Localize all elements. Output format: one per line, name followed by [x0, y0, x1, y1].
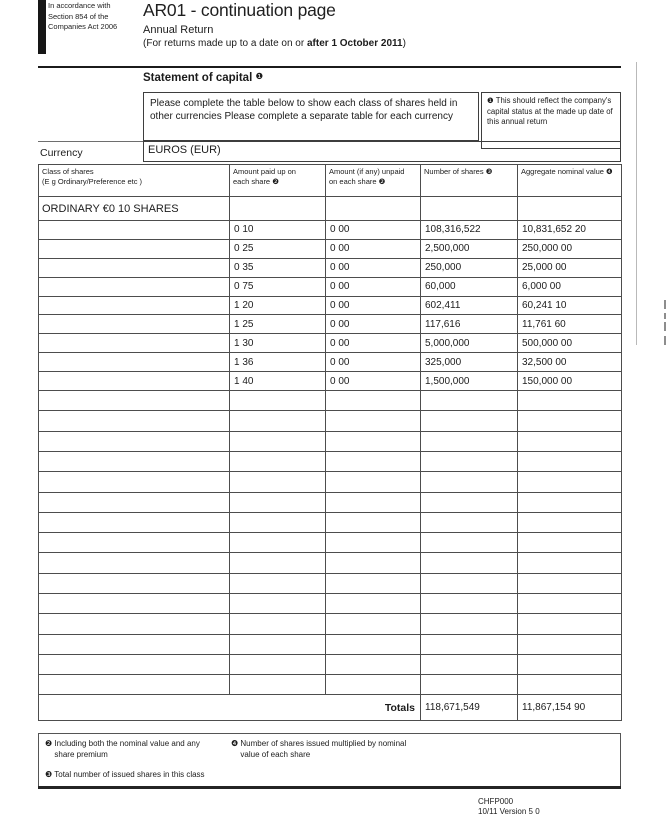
footnote-3-text: Total number of issued shares in this class: [54, 770, 205, 779]
footnote-3: [45, 770, 265, 781]
empty-row: [39, 654, 622, 674]
cell-paid: 0 75: [230, 277, 326, 296]
cell-empty: [230, 573, 326, 593]
cell-empty: [421, 614, 518, 634]
date-note-prefix: (For returns made up to a date on or: [143, 38, 307, 49]
cell-empty: [518, 614, 622, 634]
totals-row: [39, 695, 622, 721]
cell-empty: [39, 472, 230, 492]
currency-label: Currency: [40, 147, 83, 159]
cell-empty: [326, 593, 421, 613]
cell-empty: [230, 512, 326, 532]
act-reference: [48, 1, 148, 33]
cell-unpaid: 0 00: [326, 315, 421, 334]
cell-class-empty: [39, 372, 230, 391]
footer-form-code: CHFP000: [478, 797, 514, 806]
cell-empty: [518, 634, 622, 654]
value-row: [39, 221, 622, 240]
cell-empty: [39, 391, 230, 411]
cell-empty: [421, 573, 518, 593]
cell-empty: [230, 614, 326, 634]
scan-artifact-dash: [664, 336, 666, 345]
instruction-box: [143, 92, 479, 141]
footnote-2: [45, 739, 225, 760]
cell-empty: [518, 573, 622, 593]
cell-paid: 1 20: [230, 296, 326, 315]
cell-aggregate: 10,831,652 20: [518, 221, 622, 240]
note-marker-3-icon: ❸: [45, 770, 53, 779]
cell-class-empty: [39, 296, 230, 315]
registration-mark: [38, 0, 46, 54]
totals-aggregate-nominal-value: 11,867,154 90: [518, 695, 622, 721]
cell-empty: [518, 593, 622, 613]
note-marker-4-icon: ❹: [231, 739, 239, 748]
cell-empty: [39, 533, 230, 553]
cell-empty: [326, 654, 421, 674]
cell-empty: [421, 675, 518, 695]
value-row: [39, 334, 622, 353]
bottom-rule: [38, 786, 621, 789]
instruction-text: Please complete the table below to show each class of shares held in other currencies Please complete a separate table for each currency: [150, 98, 458, 122]
cell-paid: 1 30: [230, 334, 326, 353]
cell-paid: 0 35: [230, 258, 326, 277]
cell-paid: 0 25: [230, 239, 326, 258]
cell-empty: [326, 492, 421, 512]
cell-class-empty: [39, 258, 230, 277]
cell-empty: [421, 391, 518, 411]
scan-artifact-dash: [664, 300, 666, 309]
cell-empty: [326, 614, 421, 634]
cell-empty: [518, 533, 622, 553]
column-header-line: Aggregate nominal value ❹: [521, 167, 613, 176]
cell-unpaid: 0 00: [326, 334, 421, 353]
value-row: [39, 239, 622, 258]
cell-class-empty: [39, 353, 230, 372]
cell-empty: [39, 593, 230, 613]
class-row: [39, 197, 622, 221]
cell-aggregate: 500,000 00: [518, 334, 622, 353]
cell-empty: [326, 533, 421, 553]
cell-empty: [326, 391, 421, 411]
totals-label: Totals: [39, 695, 421, 721]
column-header-line: each share ❷: [233, 176, 279, 186]
cell-aggregate: 25,000 00: [518, 258, 622, 277]
form-title: AR01 - continuation page: [143, 0, 336, 20]
cell-empty: [421, 634, 518, 654]
cell-empty: [39, 411, 230, 431]
cell-empty: [39, 675, 230, 695]
empty-row: [39, 492, 622, 512]
cell-empty: [421, 492, 518, 512]
scan-artifact-line: [636, 62, 637, 345]
cell-empty: [421, 654, 518, 674]
note-marker-1-icon: ❶: [487, 96, 494, 105]
header-row: [39, 165, 622, 197]
cell-aggregate: 6,000 00: [518, 277, 622, 296]
cell-unpaid: 0 00: [326, 296, 421, 315]
form-date-note: [143, 38, 563, 49]
cell-empty: [230, 553, 326, 573]
cell-empty: [39, 634, 230, 654]
column-header-amount-paid-up: [230, 165, 326, 197]
act-reference-line: Section 854 of the: [48, 11, 109, 21]
act-reference-line: Companies Act 2006: [48, 22, 118, 31]
cell-shares: 60,000: [421, 277, 518, 296]
empty-row: [39, 411, 622, 431]
cell-empty: [421, 593, 518, 613]
cell-aggregate: 250,000 00: [518, 239, 622, 258]
cell-empty: [326, 411, 421, 431]
cell-empty: [230, 451, 326, 471]
cell-empty: [230, 654, 326, 674]
cell-class-empty: [39, 239, 230, 258]
footer-version: 10/11 Version 5 0: [478, 807, 540, 816]
cell-empty: [39, 614, 230, 634]
cell-shares: 250,000: [421, 258, 518, 277]
cell-shares: 5,000,000: [421, 334, 518, 353]
cell-empty: [39, 451, 230, 471]
column-header-amount-unpaid: [326, 165, 421, 197]
currency-divider: [38, 141, 144, 142]
value-row: [39, 277, 622, 296]
cell-aggregate: 11,761 60: [518, 315, 622, 334]
cell-empty: [421, 451, 518, 471]
column-header-line: on each share ❷: [329, 176, 386, 186]
cell-empty: [230, 634, 326, 654]
cell-empty: [230, 411, 326, 431]
cell-empty: [326, 553, 421, 573]
empty-row: [39, 451, 622, 471]
currency-value: EUROS (EUR): [148, 144, 221, 156]
cell-empty: [39, 492, 230, 512]
cell-paid-empty: [230, 197, 326, 221]
column-header-aggregate-nominal-value: [518, 165, 622, 197]
cell-aggregate: 60,241 10: [518, 296, 622, 315]
value-row: [39, 372, 622, 391]
empty-row: [39, 614, 622, 634]
cell-unpaid: 0 00: [326, 277, 421, 296]
cell-class-empty: [39, 315, 230, 334]
title-block: [143, 0, 563, 49]
cell-empty: [39, 553, 230, 573]
empty-row: [39, 573, 622, 593]
cell-empty: [518, 431, 622, 451]
side-note-text: This should reflect the company's capital status at the made up date of this annual return: [487, 96, 613, 126]
cell-empty: [230, 593, 326, 613]
act-reference-line: In accordance with: [48, 1, 111, 10]
cell-empty: [39, 654, 230, 674]
cell-shares: 2,500,000: [421, 239, 518, 258]
cell-unpaid: 0 00: [326, 372, 421, 391]
cell-empty: [326, 431, 421, 451]
cell-empty: [518, 492, 622, 512]
cell-empty: [518, 553, 622, 573]
empty-row: [39, 634, 622, 654]
cell-empty: [518, 391, 622, 411]
cell-empty: [518, 654, 622, 674]
column-header-number-of-shares: [421, 165, 518, 197]
column-header-class-of-shares: [39, 165, 230, 197]
cell-class-of-shares: ORDINARY €0 10 SHARES: [39, 197, 230, 221]
cell-empty: [421, 411, 518, 431]
statement-of-capital-table: [38, 164, 622, 721]
value-row: [39, 353, 622, 372]
cell-unpaid: 0 00: [326, 353, 421, 372]
date-note-bold: after 1 October 2011: [306, 38, 403, 49]
cell-empty: [518, 472, 622, 492]
footnote-4: [231, 739, 431, 760]
cell-empty: [326, 512, 421, 532]
cell-empty: [230, 675, 326, 695]
empty-row: [39, 553, 622, 573]
note-marker-2-icon: ❷: [45, 739, 53, 748]
cell-class-empty: [39, 221, 230, 240]
empty-row: [39, 593, 622, 613]
section-title: [143, 71, 263, 84]
cell-aggregate-empty: [518, 197, 622, 221]
cell-empty: [39, 431, 230, 451]
cell-class-empty: [39, 277, 230, 296]
cell-aggregate: 150,000 00: [518, 372, 622, 391]
cell-empty: [421, 512, 518, 532]
cell-empty: [326, 634, 421, 654]
cell-aggregate: 32,500 00: [518, 353, 622, 372]
cell-empty: [326, 451, 421, 471]
empty-row: [39, 391, 622, 411]
cell-empty: [326, 472, 421, 492]
cell-shares: 117,616: [421, 315, 518, 334]
form-subtitle: Annual Return: [143, 24, 214, 36]
cell-class-empty: [39, 334, 230, 353]
cell-shares: 1,500,000: [421, 372, 518, 391]
cell-empty: [518, 512, 622, 532]
cell-shares: 108,316,522: [421, 221, 518, 240]
cell-paid: 1 40: [230, 372, 326, 391]
cell-empty: [326, 675, 421, 695]
cell-shares: 325,000: [421, 353, 518, 372]
totals-number-of-shares: 118,671,549: [421, 695, 518, 721]
footnote-box: [38, 733, 621, 786]
footnote-4-text: Number of shares issued multiplied by nominal value of each share: [240, 739, 407, 759]
date-note-suffix: ): [402, 38, 406, 49]
cell-empty: [518, 451, 622, 471]
column-header-line: (E g Ordinary/Preference etc ): [42, 176, 143, 186]
cell-empty: [39, 573, 230, 593]
scan-artifact-dash: [664, 322, 666, 331]
value-row: [39, 296, 622, 315]
cell-empty: [230, 492, 326, 512]
empty-row: [39, 431, 622, 451]
cell-empty: [518, 675, 622, 695]
cell-shares: 602,411: [421, 296, 518, 315]
cell-empty: [230, 431, 326, 451]
note-marker-1-icon: ❶: [255, 71, 264, 81]
value-row: [39, 315, 622, 334]
cell-shares-empty: [421, 197, 518, 221]
cell-empty: [518, 411, 622, 431]
value-row: [39, 258, 622, 277]
cell-empty: [421, 431, 518, 451]
cell-paid: 0 10: [230, 221, 326, 240]
top-rule: [38, 66, 621, 68]
column-header-line: Number of shares ❸: [424, 167, 493, 176]
cell-unpaid: 0 00: [326, 258, 421, 277]
cell-unpaid: 0 00: [326, 239, 421, 258]
cell-empty: [421, 533, 518, 553]
cell-empty: [326, 573, 421, 593]
cell-empty: [230, 533, 326, 553]
cell-unpaid: 0 00: [326, 221, 421, 240]
currency-field: [143, 141, 621, 162]
cell-empty: [421, 553, 518, 573]
section-title-text: Statement of capital: [143, 72, 253, 84]
column-header-line: Class of shares: [42, 167, 94, 176]
empty-row: [39, 512, 622, 532]
empty-row: [39, 472, 622, 492]
column-header-line: Amount paid up on: [233, 167, 296, 176]
cell-empty: [421, 472, 518, 492]
scan-artifact-dash: [664, 313, 666, 319]
cell-empty: [39, 512, 230, 532]
cell-unpaid-empty: [326, 197, 421, 221]
column-header-line: Amount (if any) unpaid: [329, 167, 405, 176]
cell-empty: [230, 391, 326, 411]
cell-paid: 1 25: [230, 315, 326, 334]
empty-row: [39, 675, 622, 695]
cell-empty: [230, 472, 326, 492]
footnote-2-text: Including both the nominal value and any share premium: [54, 739, 200, 759]
empty-row: [39, 533, 622, 553]
cell-paid: 1 36: [230, 353, 326, 372]
